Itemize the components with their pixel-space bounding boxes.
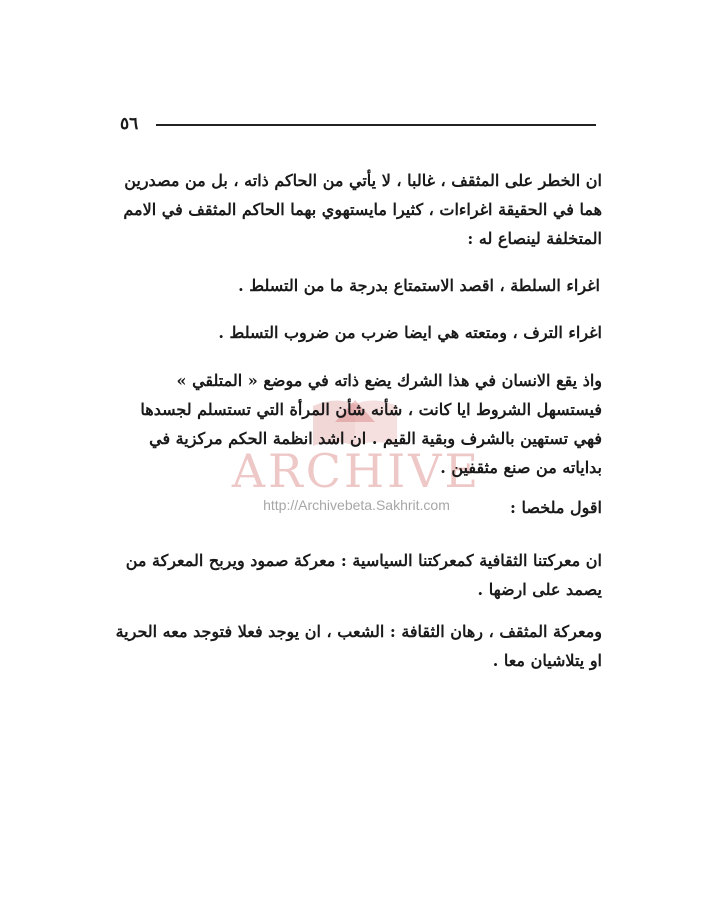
paragraph-5: اقول ملخصا : [510,498,602,517]
watermark-name: ARCHIVE [231,444,482,498]
watermark-url: http://Archivebeta.Sakhrit.com [263,497,450,513]
paragraph-7: ومعركة المثقف ، رهان الثقافة : الشعب ، ان يوجد فعلا فتوجد معه الحرية او يتلاشيان معا . [115,622,602,670]
paragraph-1: ان الخطر على المثقف ، غالبا ، لا يأتي من الحاكم ذاته ، بل من مصدرين هما في الحقيقة اغراءات ، كثيرا مايستهوي بهما الحاكم المثقف في الامم المتخلفة لينصاع له : [123,171,602,248]
paragraph-3: اغراء الترف ، ومتعته هي ايضا ضرب من ضروب التسلط . [218,323,602,342]
paragraph-4: واذ يقع الانسان في هذا الشرك يضع ذاته في موضع « المتلقي » فيستسهل الشروط ايا كانت ، شأنه شأن المرأة التي تستسلم لجسدها فهي تستهين بالشرف وبقية القيم . ان اشد انظمة الحكم مركزية في بداياته من صنع مثقفين . [140,371,602,477]
page-number: ٥٦ [120,114,139,134]
paragraph-6: ان معركتنا الثقافية كمعركتنا السياسية : معركة صمود ويربح المعركة من يصمد على ارضها . [125,551,602,599]
header-rule [156,124,596,126]
paragraph-2: اغراء السلطة ، اقصد الاستمتاع بدرجة ما من التسلط . [238,276,600,295]
